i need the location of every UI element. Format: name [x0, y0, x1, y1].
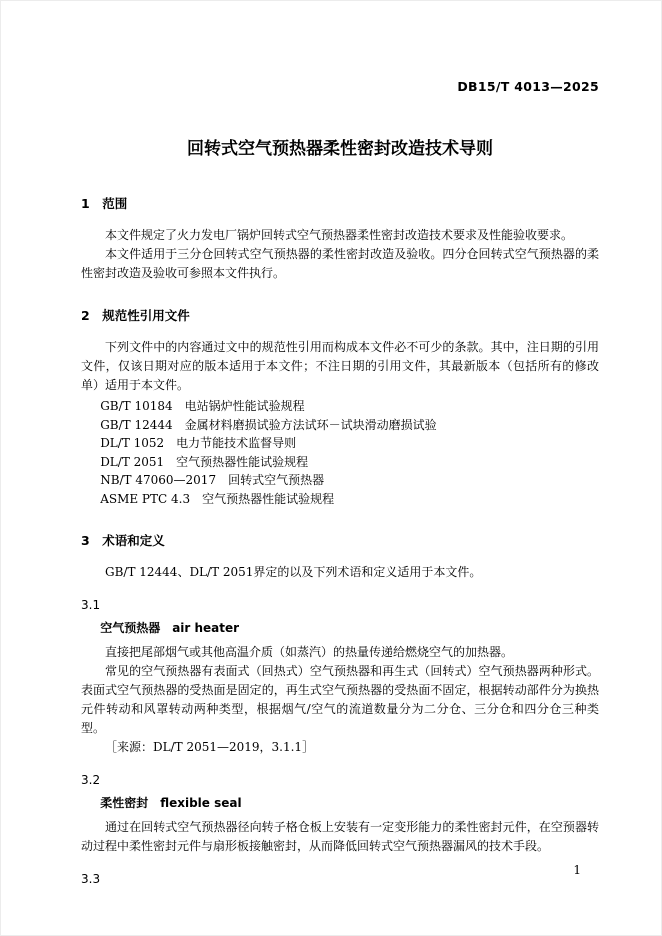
section-2-heading: 2 规范性引用文件: [81, 308, 190, 323]
reference-item: ASME PTC 4.3 空气预热器性能试验规程: [100, 491, 335, 506]
page-number: 1: [573, 863, 581, 877]
term-name-flexible-seal: 柔性密封 flexible seal: [100, 796, 242, 810]
term-note: 常见的空气预热器有表面式（回热式）空气预热器和再生式（回转式）空气预热器两种形式。表面式空气预热器的受热面是固定的，再生式空气预热器的受热面不固定，根据转动部件分为换热元件转动和风罩转动两种类型，根据烟气/空气的流道数量分为二分仓、三分仓和四分仓三种类型。: [81, 664, 599, 735]
reference-list: [81, 397, 599, 508]
scope-paragraph-1: 本文件规定了火力发电厂锅炉回转式空气预热器柔性密封改造技术要求及性能验收要求。: [105, 228, 574, 242]
terms-intro: GB/T 12444、DL/T 2051界定的以及下列术语和定义适用于本文件。: [105, 565, 482, 579]
term-source: ［来源：DL/T 2051—2019，3.1.1］: [105, 740, 315, 754]
section-3-heading: 3 术语和定义: [81, 533, 165, 548]
normative-refs-intro: 下列文件中的内容通过文中的规范性引用而构成本文件必不可少的条款。其中，注日期的引用文件，仅该日期对应的版本适用于本文件；不注日期的引用文件，其最新版本（包括所有的修改单）适用于本文件。: [81, 340, 599, 392]
reference-item: GB/T 12444 金属材料磨损试验方法试环－试块滑动磨损试验: [100, 417, 437, 432]
term-definition: 通过在回转式空气预热器径向转子格仓板上安装有一定变形能力的柔性密封元件，在空预器转动过程中柔性密封元件与扇形板接触密封，从而降低回转式空气预热器漏风的技术手段。: [81, 820, 599, 853]
scope-paragraph-2: 本文件适用于三分仓回转式空气预热器的柔性密封改造及验收。四分仓回转式空气预热器的柔性密封改造及验收可参照本文件执行。: [81, 247, 599, 280]
reference-item: DL/T 1052 电力节能技术监督导则: [100, 436, 297, 450]
doc-code: DB15/T 4013—2025: [457, 79, 599, 94]
term-number-3-3: 3.3: [81, 872, 101, 886]
term-definition: 直接把尾部烟气或其他高温介质（如蒸汽）的热量传递给燃烧空气的加热器。: [105, 645, 514, 659]
reference-item: DL/T 2051 空气预热器性能试验规程: [100, 454, 309, 469]
reference-item: GB/T 10184 电站锅炉性能试验规程: [100, 399, 305, 413]
term-number-3-1: 3.1: [81, 598, 101, 612]
doc-title: 回转式空气预热器柔性密封改造技术导则: [187, 139, 493, 159]
section-1-heading: 1 范围: [81, 196, 128, 211]
reference-item: NB/T 47060—2017 回转式空气预热器: [100, 473, 325, 487]
term-name-air-heater: 空气预热器 air heater: [100, 621, 240, 635]
term-number-3-2: 3.2: [81, 773, 101, 787]
